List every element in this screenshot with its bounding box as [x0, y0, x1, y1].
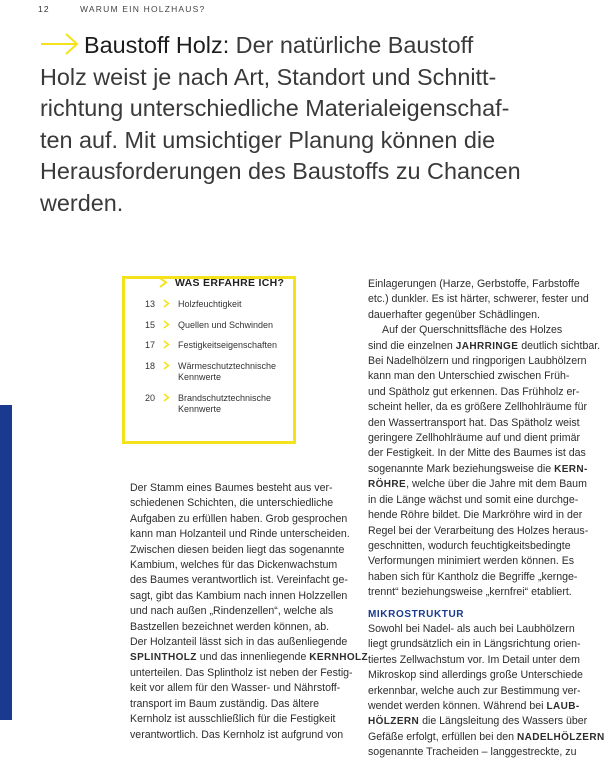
intro-lead: Baustoff Holz:	[84, 32, 230, 58]
body-column-right	[368, 277, 605, 761]
text-line: scheint heller, da es größere Zellhohlräume für	[368, 401, 588, 414]
text-line: schiedenen Schichten, die unterschiedliche	[130, 497, 334, 510]
chevron-right-icon	[163, 361, 170, 373]
toc-item[interactable]	[145, 320, 290, 341]
text-line: und nach außen „Rindenzellen“, welche als	[130, 605, 334, 618]
text-fragment: , welche über die Jahre mit dem Baum	[406, 478, 587, 491]
intro-line: Holz weist je nach Art, Standort und Schnitt-	[40, 63, 497, 90]
text-line: geschnitten, wodurch feuchtigkeitsbedingte	[368, 539, 571, 552]
keyword-laubhoelzern-cont: HÖLZERN	[368, 716, 420, 728]
text-fragment: die Längsleitung des Wassers über	[419, 715, 588, 728]
toc-page: 15	[145, 319, 156, 330]
toc-box	[122, 276, 296, 444]
keyword-splintholz: SPLINTHOLZ	[130, 652, 197, 664]
running-title: WARUM EIN HOLZHAUS?	[80, 4, 206, 14]
text-line: haben sich für Kantholz die Begriffe „kerngе-	[368, 570, 578, 583]
keyword-kernholz: KERNHOLZ	[309, 652, 369, 664]
intro-line: Der natürliche Baustoff	[229, 32, 474, 58]
text-line: Einlagerungen (Harze, Gerbstoffe, Farbstoffe	[368, 278, 580, 290]
chevron-right-icon	[163, 320, 170, 332]
intro-line: werden.	[40, 189, 124, 216]
text-line: liegt grundsätzlich ein in Längsrichtung orien-	[368, 638, 581, 651]
toc-page: 18	[145, 360, 156, 371]
text-line	[130, 650, 369, 665]
text-line: tiertes Zellwachstum vor. Im Detail unter dem	[368, 653, 580, 666]
text-line: kann man Holzanteil und Rinde unterscheiden.	[130, 528, 350, 541]
toc-title	[175, 277, 284, 289]
text-line	[368, 714, 588, 729]
toc-item[interactable]	[145, 393, 290, 425]
text-line: trennt“ beziehungsweise „kernfrei“ etabliert.	[368, 586, 572, 599]
text-line	[368, 730, 605, 745]
text-line: den Wassertransport hat. Das Spätholz weist	[368, 416, 580, 429]
text-line: sagt, gibt das Kambium nach innen Holzzellen	[130, 589, 348, 602]
text-line: erkennbar, welche auch zur Bestimmung ver-	[368, 684, 581, 697]
text-line: dauerhafter gegenüber Schädlingen.	[368, 308, 540, 321]
toc-label: Quellen und Schwinden	[178, 319, 274, 330]
text-line: Aufgaben zu erfüllen haben. Grob gesprochen	[130, 512, 348, 525]
keyword-kernroehre-cont: RÖHRE	[368, 479, 407, 491]
chevron-right-icon	[163, 393, 170, 405]
text-line: der Festigkeit. In der Mitte des Baumes ist das	[368, 447, 586, 460]
running-header	[38, 4, 205, 14]
intro-line: ten auf. Mit umsichtiger Planung können die	[40, 126, 496, 153]
text-line: Mikroskop sind allerdings große Unterschiede	[368, 669, 583, 682]
chevron-right-icon	[163, 299, 170, 311]
text-line: transport im Baum zuständig. Das ältere	[130, 697, 320, 710]
keyword-kernroehre: KERN-	[554, 463, 588, 475]
text-line: Zwischen diesen beiden liegt das sogenannte	[130, 543, 345, 556]
text-fragment: deutlich sichtbar.	[518, 339, 601, 352]
text-line: keit vor allem für den Wasser- und Nährstoff-	[130, 682, 341, 695]
subheading-mikrostruktur: MIKROSTRUKTUR	[368, 608, 465, 620]
text-line	[368, 462, 588, 477]
intro-paragraph	[40, 30, 585, 219]
toc-label: Brandschutztechnische Kennwerte	[178, 392, 272, 414]
toc-item[interactable]	[145, 361, 290, 393]
chevron-right-icon	[163, 340, 170, 352]
toc-item[interactable]	[145, 340, 290, 361]
text-line	[368, 339, 601, 354]
text-line: sogenannte Tracheiden – langgestreckte, zu	[368, 746, 577, 759]
text-line: Kambium, welches für das Dickenwachstum	[130, 559, 338, 572]
toc-page: 20	[145, 392, 156, 403]
text-line: und Spätholz gut erkennen. Das Frühholz er-	[368, 385, 580, 398]
side-accent-bar	[0, 405, 12, 720]
page-number: 12	[38, 4, 50, 14]
text-fragment: sogenannte Mark beziehungsweise die	[368, 462, 555, 475]
text-line: Bei Nadelhölzern und ringporigen Laubhölzern	[368, 355, 587, 368]
text-line: Bastzellen bezeichnet werden können, ab.	[130, 620, 330, 633]
text-line: Sowohl bei Nadel- als auch bei Laubhölzern	[368, 622, 575, 635]
toc-page: 13	[145, 299, 156, 309]
text-line: verantwortlich. Das Kernholz ist aufgrund von	[130, 728, 344, 741]
keyword-jahrringe: JAHRRINGE	[455, 340, 519, 352]
toc-label: Holzfeuchtigkeit	[178, 299, 242, 309]
text-line: Der Holzanteil lässt sich in das außenliegende	[130, 636, 348, 649]
chevron-right-icon	[159, 277, 168, 291]
toc-title-text: WAS ERFAHRE ICH?	[175, 277, 285, 289]
toc-item[interactable]	[145, 299, 290, 320]
text-fragment: Gefäße erfolgt, erfüllen bei den	[368, 730, 517, 743]
text-line: des Baumes verantwortlich ist. Vereinfacht ge-	[130, 574, 348, 587]
text-line: Der Stamm eines Baumes besteht aus ver-	[130, 482, 333, 494]
text-line	[368, 477, 587, 492]
text-line: in die Länge wächst und somit eine durchge-	[368, 493, 579, 506]
text-line: etc.) dunkler. Es ist härter, schwerer, fester und	[368, 293, 589, 306]
arrow-right-icon	[40, 33, 80, 55]
text-fragment: und das innenliegende	[196, 651, 310, 664]
text-line: Regel bei der Verarbeitung des Holzes heraus-	[368, 524, 589, 537]
intro-line: Herausforderungen des Baustoffs zu Chancen	[40, 158, 521, 184]
text-fragment: wendet werden können. Während bei	[368, 699, 547, 712]
toc-page: 17	[145, 340, 156, 350]
text-line	[368, 699, 583, 714]
text-line: Kernholz ist ausschließlich für die Festigkeit	[130, 713, 336, 726]
text-fragment: sind die einzelnen	[368, 339, 456, 352]
text-line: unterteilen. Das Splintholz ist neben der Festig-	[130, 666, 353, 679]
text-line: Verformungen minimiert werden können. Es	[368, 555, 575, 568]
toc-label: Wärmeschutztechnische Kennwerte	[178, 360, 277, 382]
intro-line: richtung unterschiedliche Materialeigenschaf-	[40, 95, 510, 121]
text-line: kann man den Unterschied zwischen Früh-	[368, 370, 570, 383]
keyword-nadelhoelzern: NADELHÖLZERN	[517, 731, 605, 743]
text-line: hende Röhre bildet. Die Markröhre wird in der	[368, 509, 583, 522]
text-line: Auf der Querschnittsfläche des Holzes	[382, 324, 563, 337]
text-line: geringere Zellhohlräume auf und dient primär	[368, 432, 580, 445]
keyword-laubhoelzern: LAUB-	[546, 700, 580, 712]
toc-list	[145, 299, 290, 425]
toc-label: Festigkeitseigenschaften	[178, 340, 278, 350]
body-column-left	[130, 481, 369, 743]
